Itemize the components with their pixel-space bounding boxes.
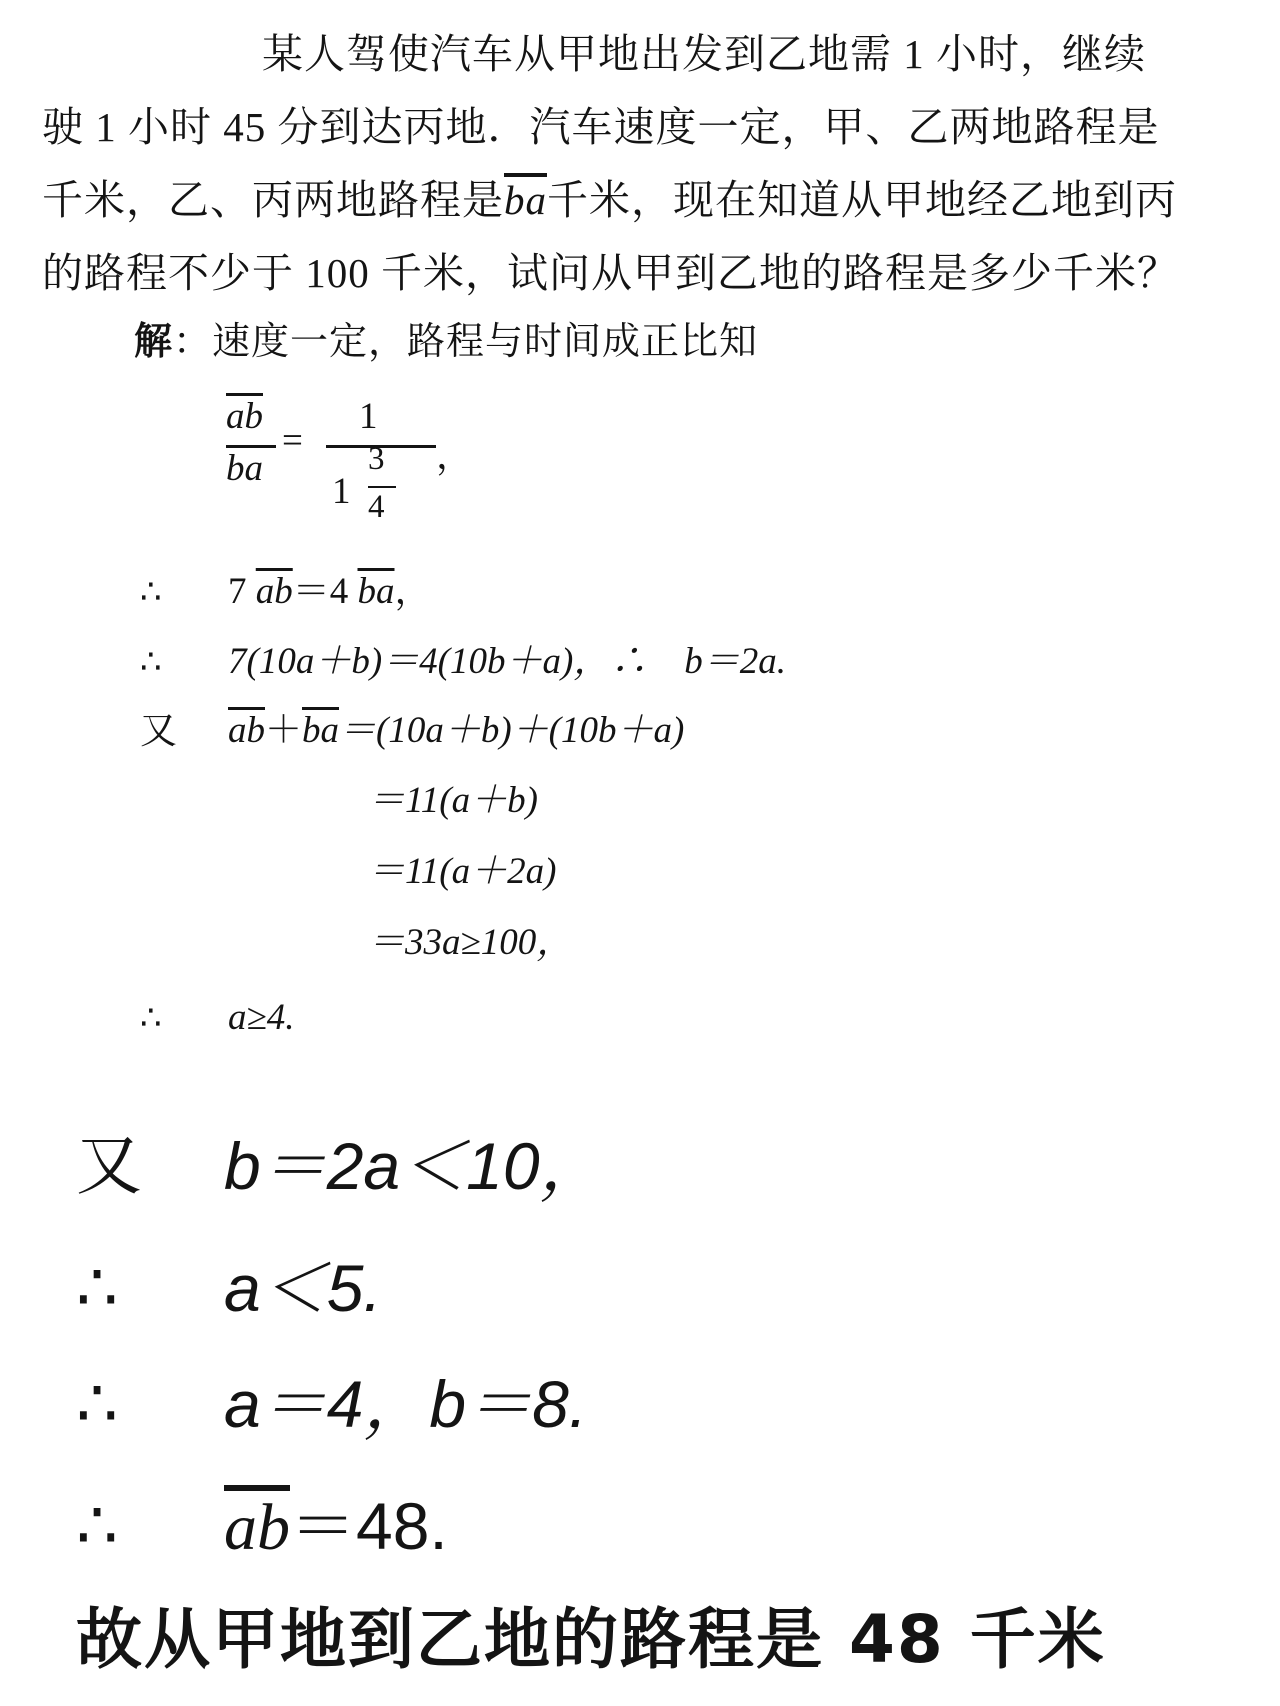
overline-ab: $\overline{ab}$ [224, 1491, 290, 1564]
also-label: 又 [76, 1127, 142, 1204]
fraction-rhs-numerator: 1 [359, 396, 378, 437]
overline-ba: $\overline{ba}$ [357, 571, 395, 612]
fraction-comma: ， [436, 436, 473, 477]
overline-ba: $\overline{ba}$ [504, 177, 547, 223]
overline-ba: $\overline{ba}$ [302, 710, 339, 751]
solution-intro-text: ：速度一定，路程与时间成正比知 [173, 321, 759, 363]
therefore-symbol: ∴ [140, 642, 162, 682]
problem-line-3 [42, 176, 1177, 224]
therefore-symbol: ∴ [76, 1249, 118, 1326]
mixed-number-whole: 1 [332, 471, 351, 512]
step-4: ＝11(a＋b) [368, 780, 538, 821]
step-2-expression: 7(10a＋b)＝4(10b＋a)，∴ b＝2a. [228, 641, 787, 682]
big-step-2-expression: a＜5. [224, 1251, 382, 1325]
solution-intro [134, 320, 758, 364]
mixed-number-bar [368, 486, 396, 488]
step-7-expression: a≥4. [228, 997, 295, 1038]
problem-line-1: 某人驾使汽车从甲地出发到乙地需 1 小时，继续 [262, 31, 1146, 77]
big-step-4-rest: ＝48. [290, 1489, 448, 1563]
problem-line-2: 驶 1 小时 45 分到达丙地．汽车速度一定，甲、乙两地路程是 [42, 104, 1160, 150]
fraction-equals: = [282, 420, 303, 461]
step-1-expression [228, 570, 432, 614]
mixed-number-numerator: 3 [368, 441, 385, 477]
overline-ab: $\overline{ab}$ [228, 710, 265, 751]
solution-label: 解 [134, 321, 174, 363]
plus-sign: ＋ [265, 710, 302, 751]
step-1-coef-4: ＝4 [292, 571, 358, 612]
fraction-lhs-numerator: $\overline{ab}$ [226, 396, 263, 437]
big-step-1-expression: b＝2a＜10， [224, 1129, 606, 1203]
step-5: ＝11(a＋2a) [368, 851, 557, 892]
therefore-symbol: ∴ [140, 998, 162, 1038]
step-1-coef-7: 7 [228, 571, 256, 612]
therefore-symbol: ∴ [76, 1365, 118, 1442]
big-step-3-expression: a＝4，b＝8. [224, 1367, 588, 1441]
problem-line-4: 的路程不少于 100 千米，试问从甲到乙地的路程是多少千米？ [42, 250, 1179, 296]
step-6: ＝33a≥100， [368, 922, 574, 963]
mixed-number-denominator: 4 [368, 489, 385, 525]
step-3-expression [228, 709, 684, 753]
overline-ab: $\overline{ab}$ [255, 571, 293, 612]
conclusion: 故从甲地到乙地的路程是 48 千米 [76, 1601, 1106, 1678]
ratio-fraction [226, 395, 473, 545]
big-step-4-expression [224, 1488, 448, 1566]
step-3-rest: ＝(10a＋b)＋(10b＋a) [339, 710, 685, 751]
step-1-comma: ， [394, 571, 432, 612]
also-label: 又 [140, 709, 177, 752]
therefore-symbol: ∴ [140, 572, 162, 612]
problem-line-3-post: 千米，现在知道从甲地经乙地到丙 [547, 177, 1177, 223]
therefore-symbol: ∴ [76, 1487, 118, 1564]
fraction-lhs-denominator: $\overline{ba}$ [226, 448, 263, 489]
problem-line-3-pre: 千米，乙、丙两地路程是 [42, 177, 504, 223]
